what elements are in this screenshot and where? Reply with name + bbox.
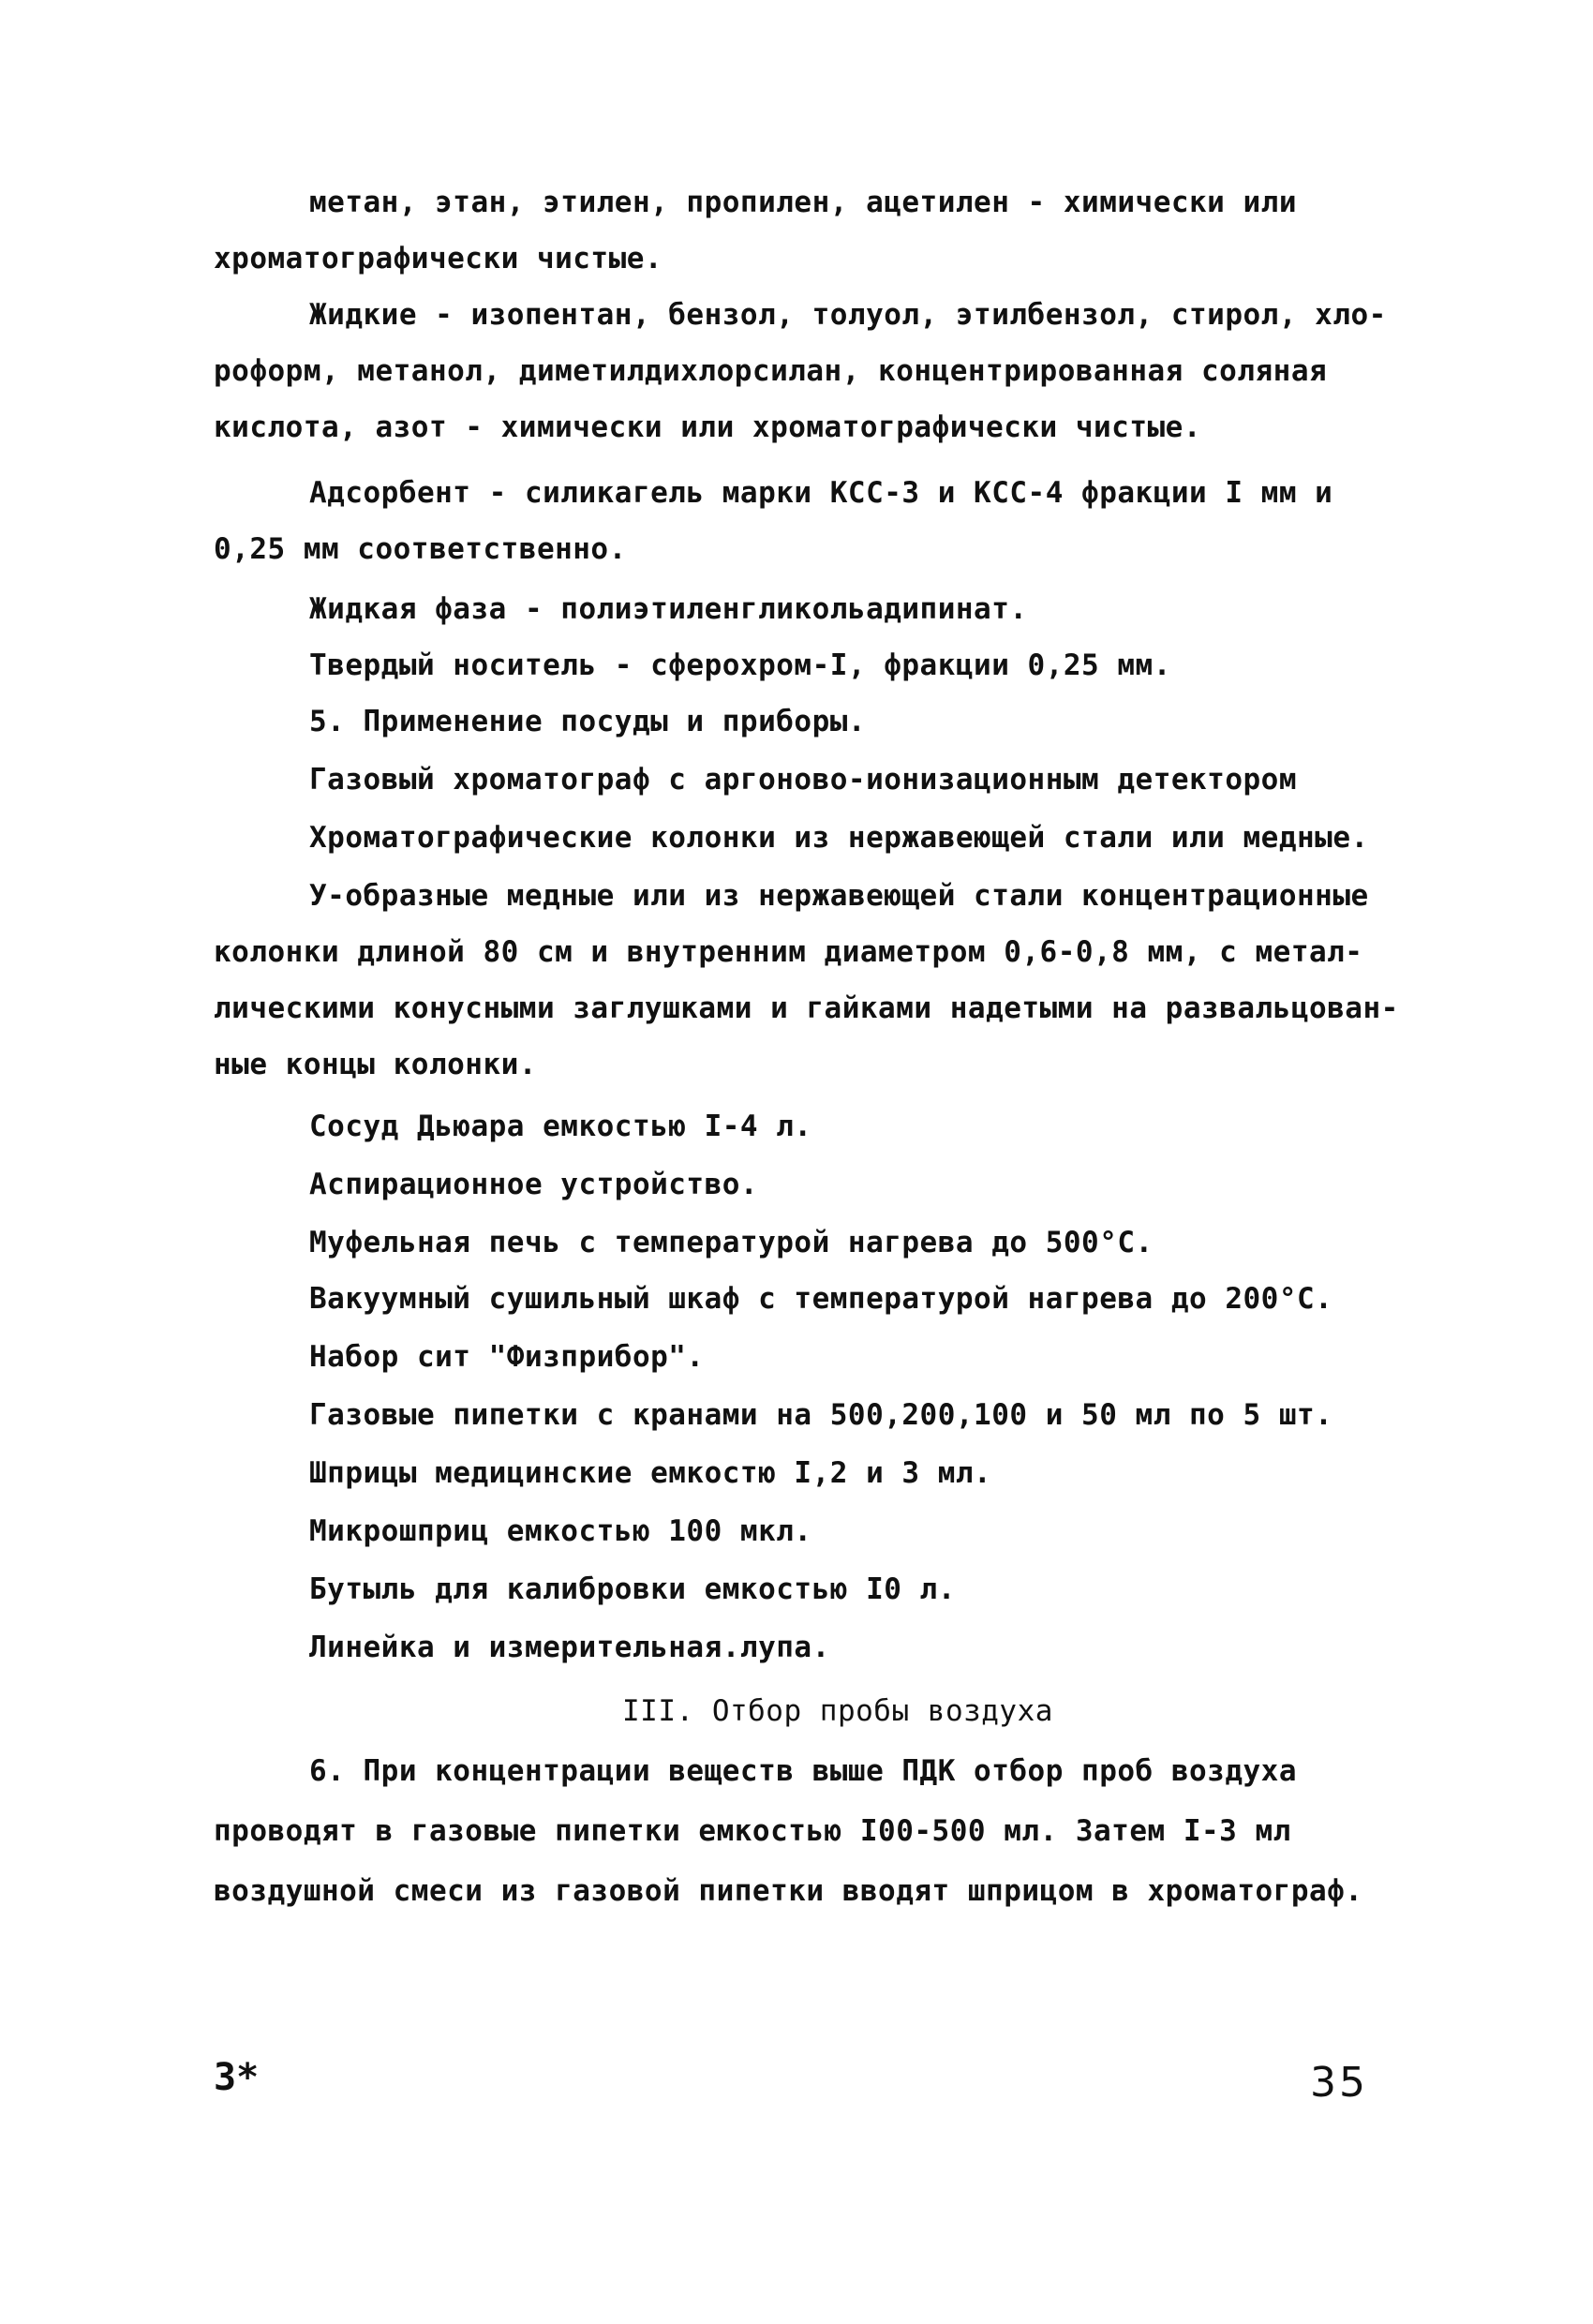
text-line: роформ, метанол, диметилдихлорсилан, концентрированная соляная (214, 354, 1328, 388)
text-line: метан, этан, этилен, пропилен, ацетилен - химически или (309, 186, 1297, 219)
equipment-item: Газовые пипетки с кранами на 500,200,100 и 50 мл по 5 шт. (309, 1398, 1333, 1432)
text-line: Газовый хроматограф с аргоново-ионизационным детектором (309, 763, 1297, 797)
section-heading: III. Отбор пробы воздуха (622, 1694, 1053, 1728)
equipment-item: Муфельная печь с температурой нагрева до 500°С. (309, 1226, 1154, 1259)
text-line: Жидкая фаза - полиэтиленгликольадипинат. (309, 592, 1028, 626)
text-line: колонки длиной 80 см и внутренним диаметром 0,6-0,8 мм, с метал- (214, 935, 1363, 969)
text-line: 0,25 мм соответственно. (214, 532, 627, 566)
text-line: Адсорбент - силикагель марки КСС-3 и КСС-4 фракции I мм и (309, 476, 1333, 510)
text-line: У-образные медные или из нержавеющей стали концентрационные (309, 879, 1369, 913)
text-line: хроматографически чистые. (214, 242, 663, 276)
text-line: Твердый носитель - сферохром-I, фракции 0,25 мм. (309, 648, 1171, 682)
text-line: кислота, азот - химически или хроматографически чистые. (214, 410, 1201, 444)
text-line: воздушной смеси из газовой пипетки вводят шприцом в хроматограф. (214, 1874, 1363, 1908)
equipment-item: Набор сит "Физприбор". (309, 1340, 705, 1374)
text-line: 6. При концентрации веществ выше ПДК отбор проб воздуха (309, 1754, 1297, 1788)
text-line: лическими конусными заглушками и гайками надетыми на развальцован- (214, 991, 1399, 1025)
text-line: Хроматографические колонки из нержавеющей стали или медные. (309, 821, 1369, 855)
equipment-item: Микрошприц емкостью 100 мкл. (309, 1514, 812, 1548)
text-line: проводят в газовые пипетки емкостью I00-500 мл. Затем I-3 мл (214, 1814, 1291, 1848)
signature-mark: 3* (214, 2056, 260, 2099)
equipment-item: Аспирационное устройство. (309, 1168, 759, 1201)
equipment-item: Бутыль для калибровки емкостью I0 л. (309, 1572, 956, 1606)
text-line: ные концы колонки. (214, 1048, 537, 1081)
text-line: Жидкие - изопентан, бензол, толуол, этилбензол, стирол, хло- (309, 298, 1387, 332)
page-number: 35 (1310, 2059, 1368, 2107)
section-item-5: 5. Применение посуды и приборы. (309, 705, 867, 738)
equipment-item: Шприцы медицинские емкостю I,2 и 3 мл. (309, 1456, 992, 1490)
equipment-item: Линейка и измерительная.лупа. (309, 1631, 830, 1664)
equipment-item: Сосуд Дьюара емкостью I-4 л. (309, 1110, 812, 1143)
equipment-item: Вакуумный сушильный шкаф с температурой нагрева до 200°С. (309, 1282, 1333, 1316)
